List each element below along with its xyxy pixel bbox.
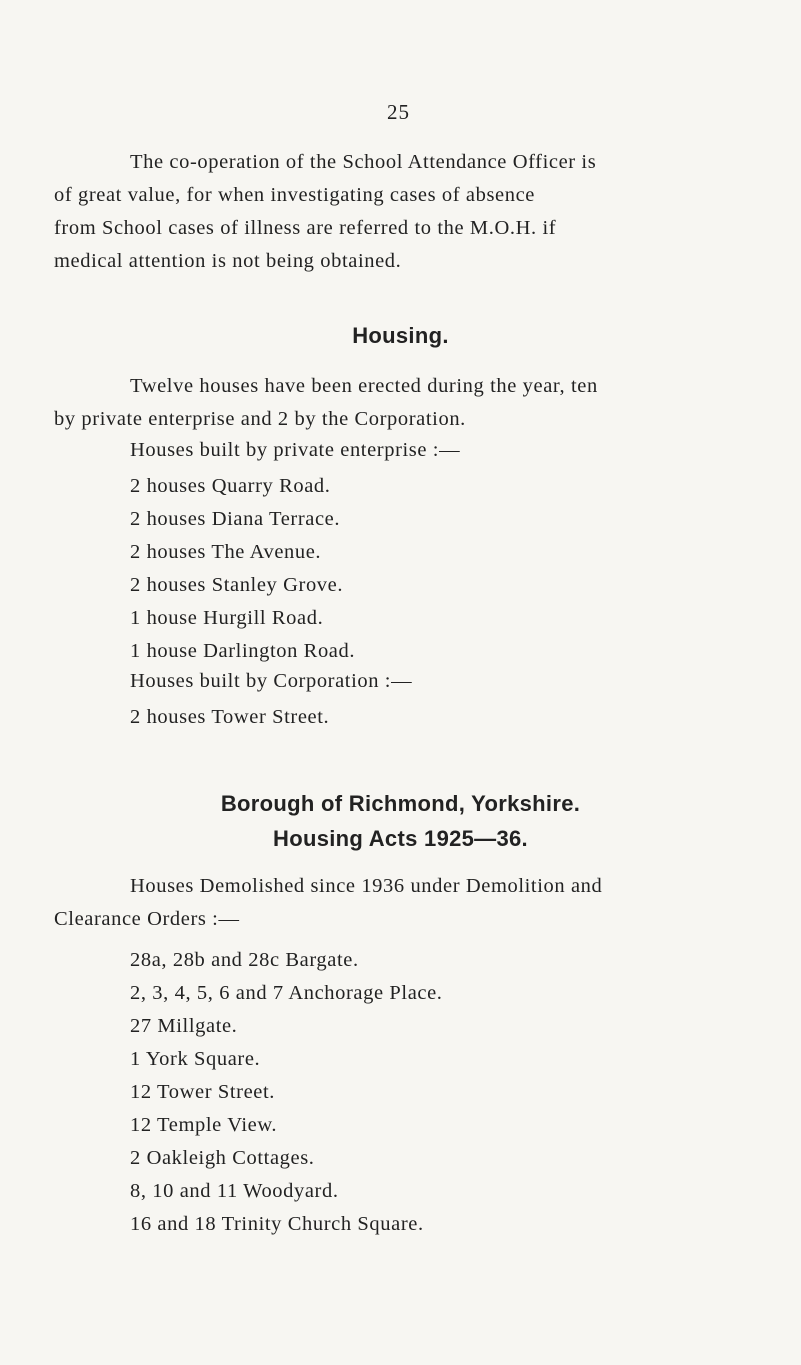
- borough-heading: Borough of Richmond, Yorkshire.: [220, 791, 581, 816]
- list-item: 12 Temple View.: [130, 1114, 278, 1136]
- intro-line: The co-operation of the School Attendance Officer is: [130, 151, 597, 173]
- private-enterprise-label: Houses built by private enterprise :—: [130, 439, 461, 461]
- housing-line: by private enterprise and 2 by the Corporation.: [54, 408, 466, 430]
- list-item: 2 houses Quarry Road.: [130, 475, 331, 497]
- demolished-line: Houses Demolished since 1936 under Demolition and: [130, 875, 603, 897]
- housing-line: Twelve houses have been erected during the year, ten: [130, 375, 598, 397]
- list-item: 12 Tower Street.: [130, 1081, 275, 1103]
- housing-paragraph: [54, 370, 744, 436]
- list-item: 16 and 18 Trinity Church Square.: [130, 1213, 424, 1235]
- list-item: 2 Oakleigh Cottages.: [130, 1147, 315, 1169]
- list-item: 2 houses Stanley Grove.: [130, 574, 344, 596]
- intro-paragraph: [54, 146, 744, 278]
- acts-heading: Housing Acts 1925—36.: [273, 826, 528, 851]
- private-enterprise-list: [130, 470, 355, 668]
- list-item: 2 houses Tower Street.: [130, 706, 330, 728]
- list-item: 27 Millgate.: [130, 1015, 238, 1037]
- intro-line: from School cases of illness are referred to the M.O.H. if: [54, 217, 557, 239]
- list-item: 2, 3, 4, 5, 6 and 7 Anchorage Place.: [130, 982, 443, 1004]
- list-item: 1 house Hurgill Road.: [130, 607, 324, 629]
- list-item: 2 houses Diana Terrace.: [130, 508, 341, 530]
- list-item: 28a, 28b and 28c Bargate.: [130, 949, 359, 971]
- list-item: 1 house Darlington Road.: [130, 640, 356, 662]
- list-item: 8, 10 and 11 Woodyard.: [130, 1180, 339, 1202]
- demolished-list: [130, 944, 443, 1241]
- list-item: 1 York Square.: [130, 1048, 261, 1070]
- corporation-list: [130, 701, 329, 734]
- housing-heading: Housing.: [352, 323, 449, 348]
- page-number: 25: [387, 100, 410, 124]
- intro-line: medical attention is not being obtained.: [54, 250, 402, 272]
- list-item: 2 houses The Avenue.: [130, 541, 322, 563]
- corporation-label: Houses built by Corporation :—: [130, 670, 413, 692]
- demolished-paragraph: [54, 870, 744, 936]
- demolished-line: Clearance Orders :—: [54, 908, 240, 930]
- intro-line: of great value, for when investigating cases of absence: [54, 184, 535, 206]
